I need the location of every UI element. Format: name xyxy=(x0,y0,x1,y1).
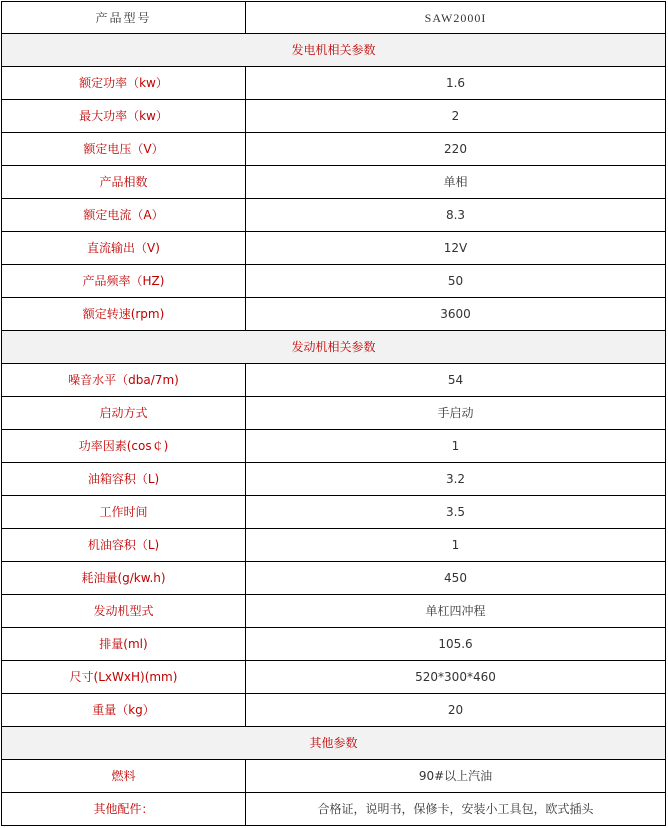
spec-label: 发动机型式 xyxy=(2,595,246,628)
spec-label: 额定电流（A） xyxy=(2,199,246,232)
spec-label: 产品相数 xyxy=(2,166,246,199)
spec-row xyxy=(2,430,666,463)
spec-row xyxy=(2,133,666,166)
spec-row xyxy=(2,199,666,232)
spec-label: 启动方式 xyxy=(2,397,246,430)
spec-label: 重量（kg） xyxy=(2,694,246,727)
spec-row xyxy=(2,166,666,199)
spec-row xyxy=(2,265,666,298)
section-title: 其他参数 xyxy=(2,727,666,760)
spec-row xyxy=(2,463,666,496)
spec-label: 工作时间 xyxy=(2,496,246,529)
spec-row xyxy=(2,793,666,826)
spec-label: 尺寸(LxWxH)(mm) xyxy=(2,661,246,694)
spec-label: 其他配件： xyxy=(2,793,246,826)
spec-label: 最大功率（kw） xyxy=(2,100,246,133)
spec-value: 520*300*460 xyxy=(246,661,666,694)
spec-value: 合格证，说明书，保修卡，安装小工具包，欧式插头 xyxy=(246,793,666,826)
spec-row xyxy=(2,694,666,727)
spec-value: 12V xyxy=(246,232,666,265)
spec-value: 220 xyxy=(246,133,666,166)
spec-row xyxy=(2,529,666,562)
model-label: 产品型号 xyxy=(2,2,246,34)
spec-value: 2 xyxy=(246,100,666,133)
spec-value: 20 xyxy=(246,694,666,727)
spec-value: 3.5 xyxy=(246,496,666,529)
spec-label: 直流输出（V) xyxy=(2,232,246,265)
section-header-row xyxy=(2,727,666,760)
spec-value: 8.3 xyxy=(246,199,666,232)
spec-row xyxy=(2,661,666,694)
spec-value: 单杠四冲程 xyxy=(246,595,666,628)
spec-row xyxy=(2,100,666,133)
spec-row xyxy=(2,562,666,595)
spec-row xyxy=(2,298,666,331)
spec-label: 油箱容积（L) xyxy=(2,463,246,496)
spec-label: 额定转速(rpm) xyxy=(2,298,246,331)
spec-value: 3600 xyxy=(246,298,666,331)
spec-row xyxy=(2,628,666,661)
spec-label: 额定电压（V） xyxy=(2,133,246,166)
spec-value: 450 xyxy=(246,562,666,595)
spec-label: 燃料 xyxy=(2,760,246,793)
spec-value: 90#以上汽油 xyxy=(246,760,666,793)
spec-label: 排量(ml) xyxy=(2,628,246,661)
spec-value: 1 xyxy=(246,430,666,463)
spec-label: 噪音水平（dba/7m) xyxy=(2,364,246,397)
spec-value: 54 xyxy=(246,364,666,397)
spec-value: 单相 xyxy=(246,166,666,199)
spec-row xyxy=(2,496,666,529)
spec-row xyxy=(2,232,666,265)
spec-label: 耗油量(g/kw.h) xyxy=(2,562,246,595)
spec-value: 1 xyxy=(246,529,666,562)
spec-row xyxy=(2,67,666,100)
spec-label: 额定功率（kw） xyxy=(2,67,246,100)
spec-table xyxy=(1,1,666,826)
section-header-row xyxy=(2,34,666,67)
model-row xyxy=(2,2,666,34)
spec-row xyxy=(2,595,666,628)
spec-label: 功率因素(cos￠) xyxy=(2,430,246,463)
spec-value: 3.2 xyxy=(246,463,666,496)
spec-row xyxy=(2,364,666,397)
spec-value: 105.6 xyxy=(246,628,666,661)
spec-row xyxy=(2,397,666,430)
spec-row xyxy=(2,760,666,793)
section-title: 发动机相关参数 xyxy=(2,331,666,364)
spec-label: 机油容积（L) xyxy=(2,529,246,562)
spec-value: 手启动 xyxy=(246,397,666,430)
spec-label: 产品频率（HZ) xyxy=(2,265,246,298)
model-value: SAW2000I xyxy=(246,2,666,34)
spec-value: 1.6 xyxy=(246,67,666,100)
spec-table-body xyxy=(2,2,666,826)
section-header-row xyxy=(2,331,666,364)
section-title: 发电机相关参数 xyxy=(2,34,666,67)
spec-value: 50 xyxy=(246,265,666,298)
